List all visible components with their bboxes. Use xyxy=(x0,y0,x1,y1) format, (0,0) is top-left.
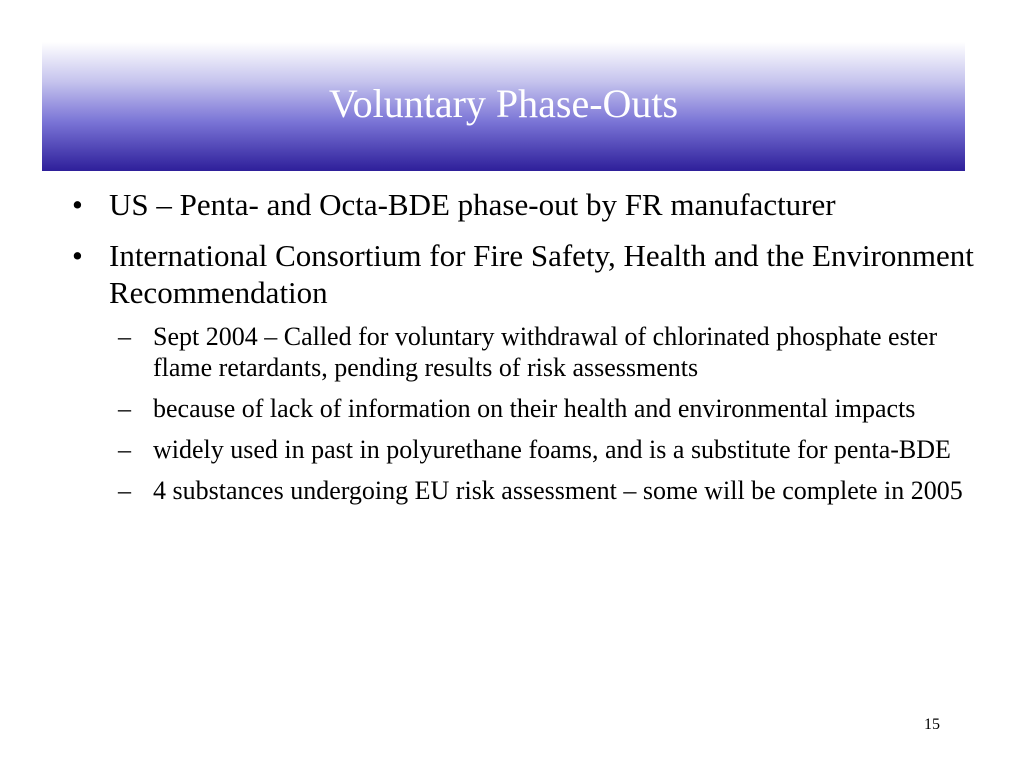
sub-bullet-item xyxy=(118,393,982,424)
bullet-text: International Consortium for Fire Safety, Health and the Environment Recommendation xyxy=(109,238,974,310)
sub-bullet-text: 4 substances undergoing EU risk assessment – some will be complete in 2005 xyxy=(153,476,963,505)
dash-marker: – xyxy=(118,394,131,423)
dash-marker: – xyxy=(118,322,131,351)
title-banner xyxy=(42,42,965,171)
sub-bullet-item xyxy=(118,321,982,383)
slide-body xyxy=(72,186,982,516)
sub-bullet-text: Sept 2004 – Called for voluntary withdrawal of chlorinated phosphate ester flame retardants, pending results of risk assessments xyxy=(153,322,938,382)
dash-marker: – xyxy=(118,435,131,464)
bullet-item xyxy=(72,186,982,223)
bullet-marker: • xyxy=(72,187,83,222)
slide-title: Voluntary Phase-Outs xyxy=(328,81,679,126)
page-number: 15 xyxy=(924,716,940,733)
sub-bullet-text: widely used in past in polyurethane foams, and is a substitute for penta-BDE xyxy=(153,435,951,464)
sub-bullet-text: because of lack of information on their health and environmental impacts xyxy=(153,394,916,423)
sub-bullet-list xyxy=(118,321,982,506)
dash-marker: – xyxy=(118,476,131,505)
bullet-item xyxy=(72,237,982,311)
sub-bullet-item xyxy=(118,434,982,465)
sub-bullet-item xyxy=(118,475,982,506)
bullet-text: US – Penta- and Octa-BDE phase-out by FR manufacturer xyxy=(109,187,836,222)
bullet-marker: • xyxy=(72,238,83,273)
